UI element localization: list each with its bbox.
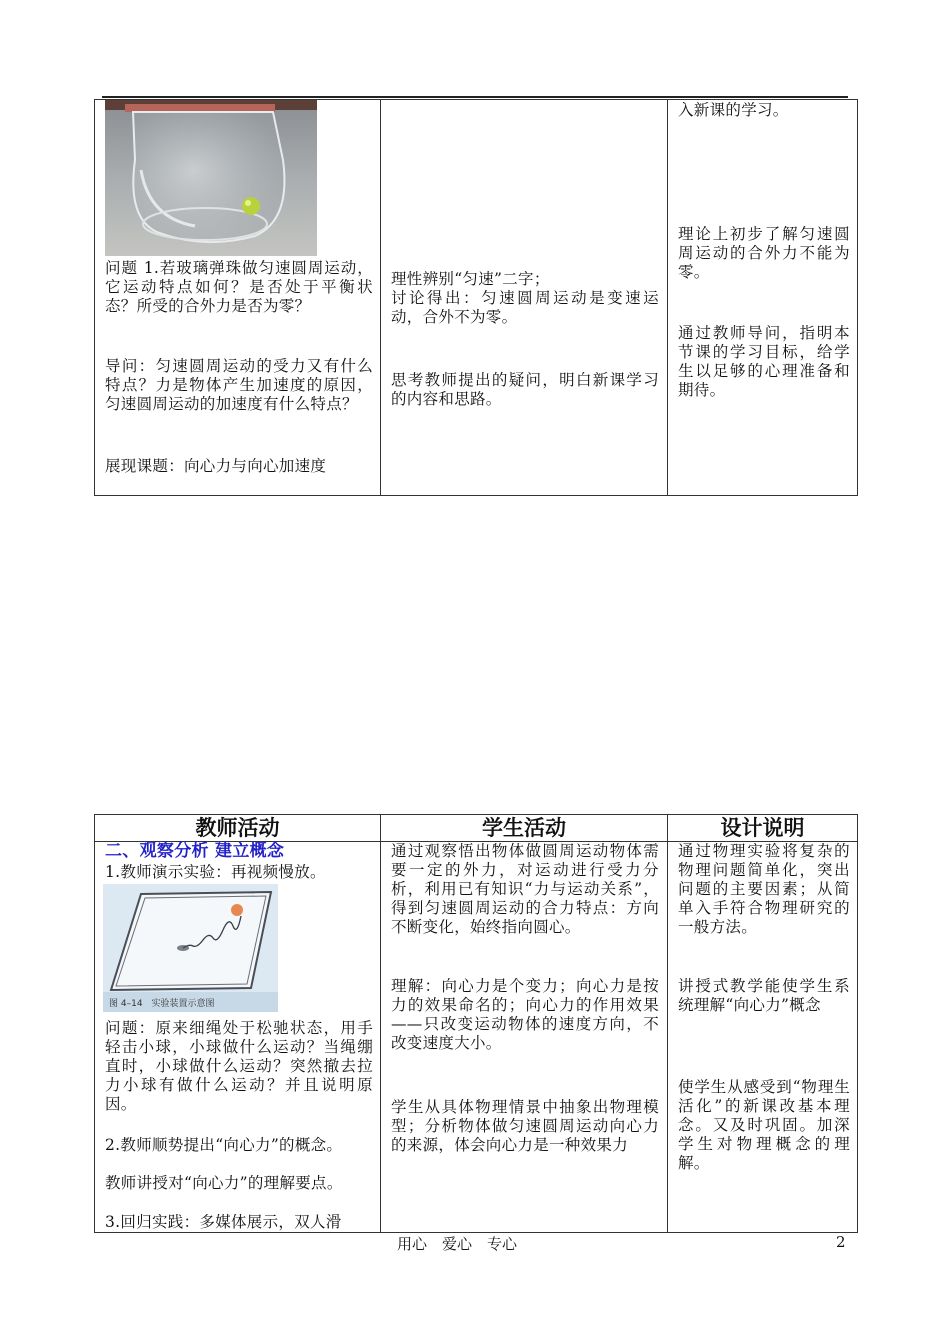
student-discuss-text: 讨论得出：匀速圆周运动是变速运动，合外不为零。: [391, 289, 659, 326]
top-lesson-table: [94, 99, 858, 496]
header-design-notes: 设计说明: [668, 815, 858, 842]
design-guide-text: 通过教师导问，指明本节课的学习目标，给学生以足够的心理准备和期待。: [678, 324, 850, 399]
design-theory-text: 理论上初步了解匀速圆周运动的合外力不能为零。: [678, 225, 850, 281]
header-teacher-activity: 教师活动: [95, 815, 381, 842]
experiment-question-text: 问题：原来细绳处于松驰状态，用手轻击小球，小球做什么运动？当绳绷直时，小球做什么运动？突然撤去拉力小球有做什么运动？并且说明原因。: [105, 1019, 373, 1113]
footer-slogan: 用心 爱心 专心: [397, 1235, 518, 1253]
bottom-teacher-cell: [95, 842, 381, 1233]
student-observe-text: 通过观察悟出物体做圆周运动物体需要一定的外力，对运动进行受力分析，利用已有知识“力与运动关系”，得到匀速圆周运动的合力特点：方向不断变化，始终指向圆心。: [391, 842, 659, 936]
green-marble-icon: [242, 197, 260, 215]
header-rule: [102, 96, 848, 98]
design-reform-text: 使学生从感受到“物理生活化”的新课改基本理念。又及时巩固。加深学生对物理概念的理解。: [678, 1078, 850, 1172]
student-think-text: 思考教师提出的疑问，明白新课学习的内容和思路。: [391, 371, 659, 408]
top-student-cell: [381, 100, 668, 496]
design-experiment-text: 通过物理实验将复杂的物理问题简单化，突出问题的主要因素；从简单入手符合物理研究的一般方法。: [678, 842, 850, 936]
section-title: 二、观察分析 建立概念: [105, 841, 285, 861]
lesson-topic-text: 展现课题：向心力与向心加速度: [105, 457, 327, 475]
design-intro-text: 入新课的学习。: [678, 101, 789, 119]
design-lecture-text: 讲授式教学能使学生系统理解“向心力”概念: [678, 977, 850, 1014]
header-student-activity: 学生活动: [381, 815, 668, 842]
bottom-design-cell: [668, 842, 858, 1233]
glass-bowl-photo: [105, 100, 317, 256]
bottom-lesson-table: [94, 814, 858, 1233]
step2b-text: 教师讲授对“向心力”的理解要点。: [105, 1174, 343, 1192]
step2-text: 2.教师顺势提出“向心力”的概念。: [105, 1136, 343, 1154]
question-1-text: 问题 1.若玻璃弹珠做匀速圆周运动，它运动特点如何？是否处于平衡状态？所受的合外力是否为零？: [105, 259, 373, 315]
guide-question-text: 导问：匀速圆周运动的受力又有什么特点？力是物体产生加速度的原因，匀速圆周运动的加速度有什么特点？: [105, 357, 373, 413]
ball-icon: [231, 904, 243, 916]
student-discern-text: 理性辨别“匀速”二字；: [391, 270, 550, 288]
apparatus-diagram: [103, 884, 278, 1012]
step3-text: 3.回归实践：多媒体展示，双人滑: [105, 1213, 342, 1231]
top-teacher-cell: [95, 100, 381, 496]
step1-text: 1.教师演示实验：再视频慢放。: [105, 863, 326, 881]
student-model-text: 学生从具体物理情景中抽象出物理模型；分析物体做匀速圆周运动向心力的来源，体会向心力是一种效果力: [391, 1098, 659, 1154]
figure-caption: 图 4–14 实验装置示意图: [109, 999, 215, 1009]
page-number: 2: [836, 1233, 846, 1251]
top-design-cell: [668, 100, 858, 496]
bottom-student-cell: [381, 842, 668, 1233]
student-understand-text: 理解：向心力是个变力；向心力是按力的效果命名的；向心力的作用效果——只改变运动物体的速度方向，不改变速度大小。: [391, 977, 659, 1052]
